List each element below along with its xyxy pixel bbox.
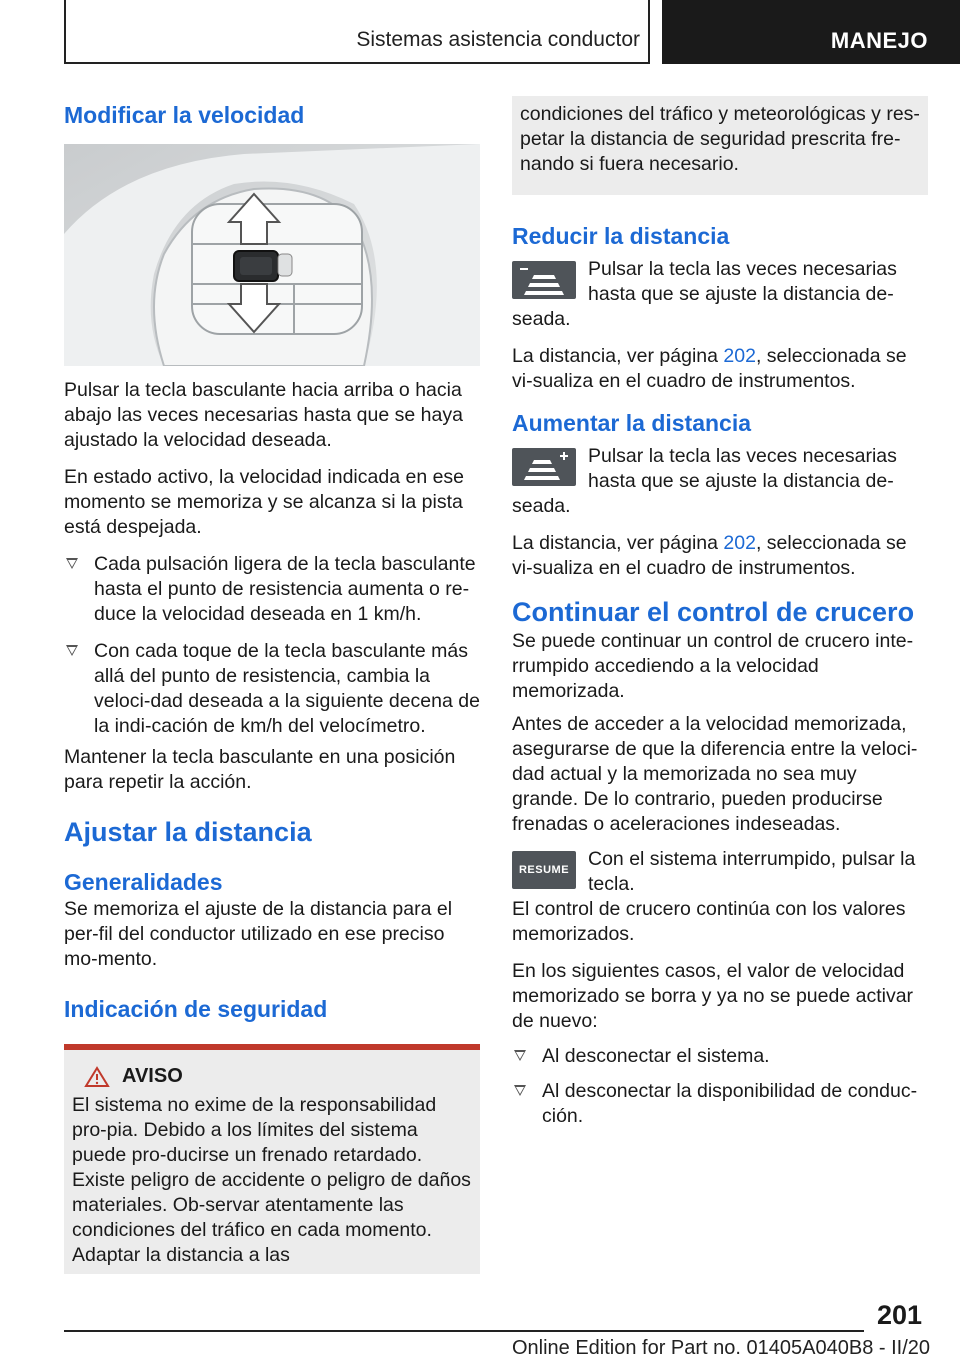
steering-wheel-rocker-image xyxy=(64,144,480,366)
header-chapter-label: MANEJO xyxy=(830,28,928,53)
paragraph-mantener: Mantener la tecla basculante en una posición para repetir la acción. xyxy=(64,746,456,793)
resume-block xyxy=(512,847,928,897)
paragraph-continuar-4: En los siguientes casos, el valor de velocidad memorizado se borra y ya no se puede activar de nuevo: xyxy=(512,960,914,1032)
aumentar-text: Pulsar la tecla las veces necesarias hasta que se ajuste la distancia de-seada. xyxy=(512,445,897,517)
warning-title: AVISO xyxy=(122,1065,183,1087)
paragraph-continuar-3: El control de crucero continúa con los valores memorizados. xyxy=(512,898,906,945)
header-chapter-tab[interactable] xyxy=(662,0,960,64)
bullet-text: Al desconectar el sistema. xyxy=(542,1045,770,1067)
page-link-202[interactable]: 202 xyxy=(723,532,756,554)
bullet-triangle-icon xyxy=(514,1050,526,1061)
header-underline xyxy=(64,62,650,64)
right-column xyxy=(512,96,928,1129)
distance-increase-icon xyxy=(512,448,576,486)
bullet-triangle-icon xyxy=(66,645,78,656)
reducir-reference xyxy=(512,344,928,394)
reducir-ref-post: , seleccionada se vi-sualiza en el cuadro de instrumentos. xyxy=(512,345,907,392)
warning-box xyxy=(64,1044,480,1274)
reducir-text: Pulsar la tecla las veces necesarias hasta que se ajuste la distancia de-seada. xyxy=(512,258,897,330)
footer-divider xyxy=(64,1330,864,1332)
page-number: 201 xyxy=(876,1300,922,1330)
resume-button-icon xyxy=(512,851,576,889)
heading-ajustar-distancia: Ajustar la distancia xyxy=(64,817,312,847)
left-column xyxy=(64,96,480,1274)
warning-box-continued xyxy=(512,96,928,195)
bullet-triangle-icon xyxy=(514,1085,526,1096)
warning-text-continued: condiciones del tráfico y meteorológicas y res-petar la distancia de seguridad prescrita fre-nando si fuera necesario. xyxy=(520,103,920,175)
bullet-item xyxy=(64,639,480,739)
paragraph-pulsar-tecla: Pulsar la tecla basculante hacia arriba o hacia abajo las veces necesarias hasta que se haya ajustado la velocidad deseada. xyxy=(64,379,463,451)
aumentar-block xyxy=(512,444,928,519)
header-divider-left xyxy=(64,0,66,64)
header-divider-mid xyxy=(648,0,650,64)
warning-text: El sistema no exime de la responsabilidad pro-pia. Debido a los límites del sistema puede pro-ducirse un frenado retardado. Existe peligro de accidente o peligro de daños materiales. Ob-servar atentamente las condiciones del tráfico en cada momento. Adaptar la distancia a las xyxy=(72,1094,471,1266)
bullet-item xyxy=(512,1044,928,1069)
aumentar-ref-post: , seleccionada se vi-sualiza en el cuadro de instrumentos. xyxy=(512,532,907,579)
warning-triangle-icon xyxy=(84,1066,110,1088)
warning-header xyxy=(64,1050,480,1089)
paragraph-continuar-2: Antes de acceder a la velocidad memorizada, asegurarse de que la diferencia entre la veloci-dad actual y la memorizada no sea muy grande. De lo contrario, pueden producirse frenadas o aceleraciones indeseadas. xyxy=(512,713,918,835)
heading-aumentar-distancia: Aumentar la distancia xyxy=(512,410,752,436)
bullet-item xyxy=(512,1079,928,1129)
bullet-item xyxy=(64,552,480,627)
resume-label: RESUME xyxy=(518,863,570,876)
aumentar-reference xyxy=(512,531,928,581)
paragraph-estado-activo: En estado activo, la velocidad indicada en ese momento se memoriza y se alcanza si la pista está despejada. xyxy=(64,466,465,538)
reducir-ref-pre: La distancia, ver página xyxy=(512,345,724,367)
distance-decrease-icon xyxy=(512,261,576,299)
paragraph-continuar-1: Se puede continuar un control de crucero inte-rrumpido accediendo a la velocidad memorizada. xyxy=(512,630,914,702)
bullet-text: Cada pulsación ligera de la tecla basculante hasta el punto de resistencia aumenta o re-duce la velocidad deseada en 1 km/h. xyxy=(94,553,476,625)
bullet-triangle-icon xyxy=(66,558,78,569)
heading-reducir-distancia: Reducir la distancia xyxy=(512,223,730,249)
paragraph-generalidades: Se memoriza el ajuste de la distancia para el per-fil del conductor utilizado en ese preciso mo-mento. xyxy=(64,898,453,970)
aumentar-ref-pre: La distancia, ver página xyxy=(512,532,724,554)
heading-indicacion-seguridad: Indicación de seguridad xyxy=(64,996,328,1022)
header-section-title: Sistemas asistencia conductor xyxy=(356,28,640,51)
steering-wheel-illustration xyxy=(64,144,480,366)
footer-edition: Online Edition for Part no. 01405A040B8 - II/20 xyxy=(511,1337,930,1359)
heading-continuar-control-crucero: Continuar el control de crucero xyxy=(512,597,915,627)
reducir-block xyxy=(512,257,928,332)
page-link-202[interactable]: 202 xyxy=(723,345,756,367)
bullet-text: Al desconectar la disponibilidad de conduc-ción. xyxy=(542,1080,918,1127)
heading-modificar-velocidad: Modificar la velocidad xyxy=(64,102,305,128)
bullet-text: Con cada toque de la tecla basculante más allá del punto de resistencia, cambia la veloci-dad deseada a la siguiente decena de la indi-cación de km/h del velocímetro. xyxy=(94,640,480,737)
heading-generalidades: Generalidades xyxy=(64,869,223,895)
resume-text: Con el sistema interrumpido, pulsar la tecla. xyxy=(588,848,916,895)
